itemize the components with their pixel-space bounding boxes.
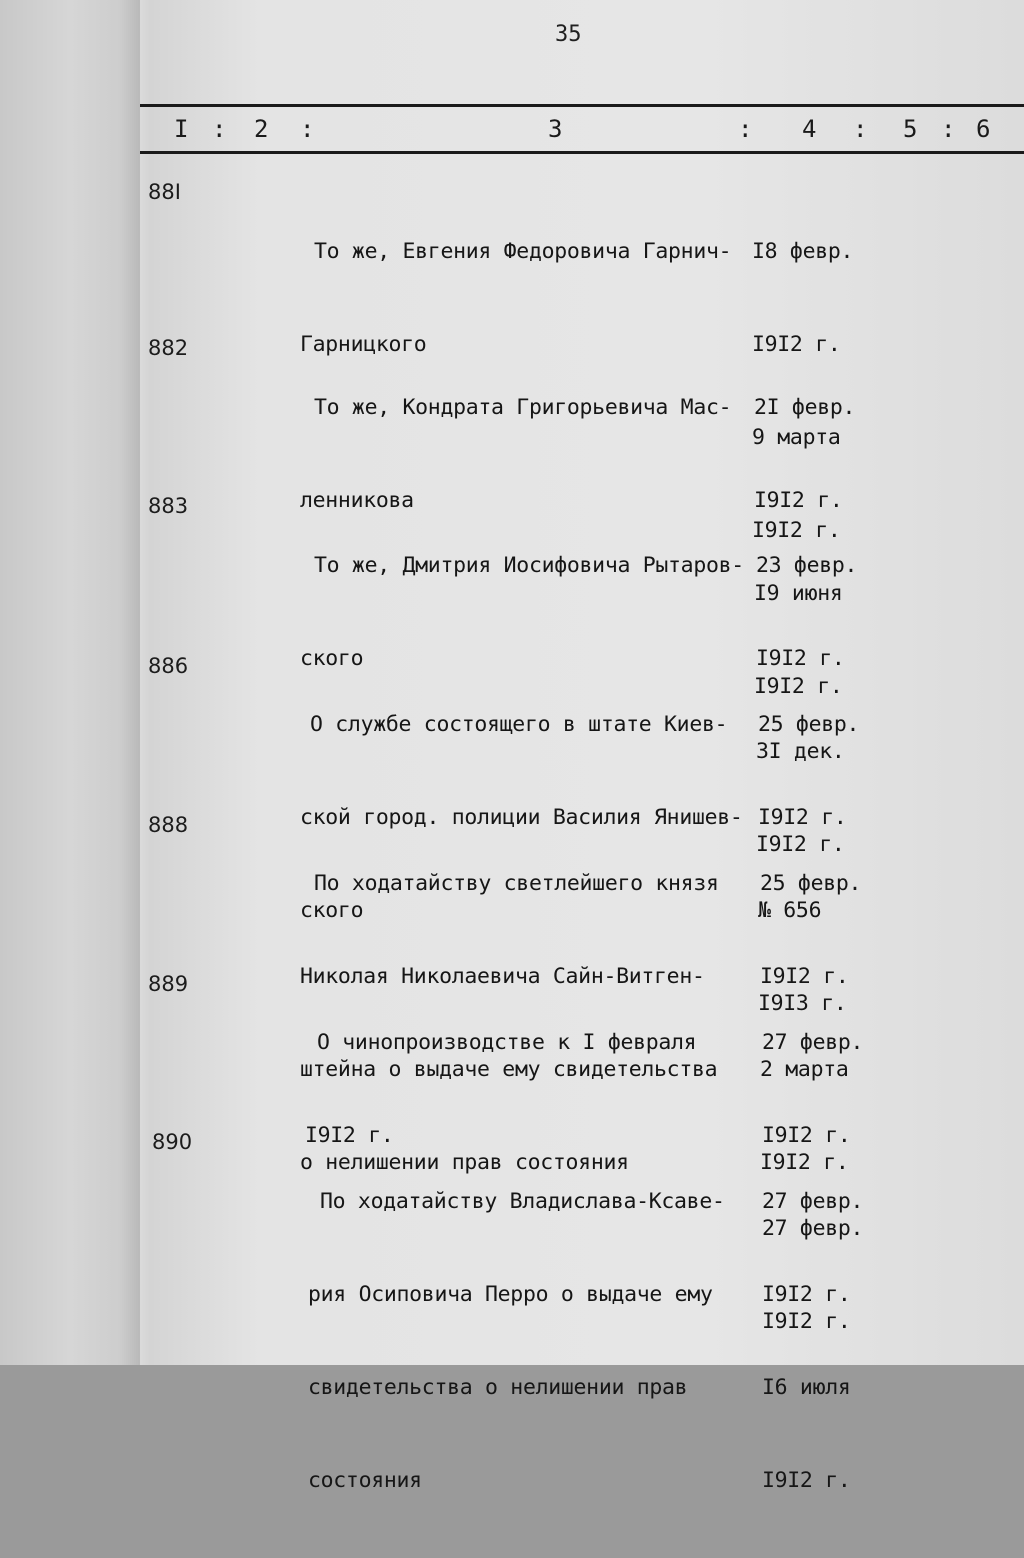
entry-number: 882 — [148, 336, 189, 360]
entry-description: О чинопроизводстве к I февраля I9I2 г. — [305, 1030, 697, 1148]
table-top-rule — [140, 104, 1024, 107]
column-header-6: 6 — [976, 115, 991, 143]
column-separator: : — [738, 115, 753, 143]
entry-dates: 23 февр. I9I2 г. 3I дек. I9I2 г. — [756, 553, 858, 857]
entry-dates: 2I февр. I9I2 г. I9 июня I9I2 г. — [754, 395, 856, 699]
entry-dates: 27 февр. I9I2 г. I6 июля I9I2 г. — [762, 1189, 864, 1493]
entry-number: 886 — [148, 654, 189, 678]
entry-description: По ходатайству Владислава-Ксаве- рия Осиповича Перро о выдаче ему свидетельства о нелишении прав состояния — [308, 1189, 725, 1493]
column-separator: : — [941, 115, 956, 143]
entry-dates: 25 февр. I9I2 г. 2 марта I9I2 г. — [760, 871, 862, 1175]
entry-description: То же, Евгения Федоровича Гарнич- Гарницкого — [300, 239, 732, 357]
entry-number: 889 — [148, 972, 189, 996]
table-header-rule — [140, 151, 1024, 154]
entry-description: То же, Дмитрия Иосифовича Рытаров- ского — [300, 553, 744, 671]
column-separator: : — [212, 115, 227, 143]
column-separator: : — [300, 115, 315, 143]
entry-dates: 25 февр. I9I2 г. № 656 I9I3 г. — [758, 712, 860, 1016]
column-header-3: 3 — [548, 115, 563, 143]
adjacent-page-edge — [0, 0, 140, 1365]
column-header-1: I — [174, 115, 189, 143]
column-header-4: 4 — [802, 115, 817, 143]
column-separator: : — [853, 115, 868, 143]
entry-dates: 27 февр. I9I2 г. 27 февр. I9I2 г. — [762, 1030, 864, 1334]
entry-number: 888 — [148, 813, 189, 837]
column-header-5: 5 — [903, 115, 918, 143]
entry-number: 890 — [152, 1130, 193, 1154]
entry-dates: I8 февр. I9I2 г. 9 марта I9I2 г. — [752, 239, 854, 543]
entry-description: О службе состоящего в штате Киев- ской город. полиции Василия Янишев- ского — [300, 712, 743, 923]
entry-number: 883 — [148, 494, 189, 518]
entry-description: По ходатайству светлейшего князя Николая Николаевича Сайн-Витген- штейна о выдаче ему свидетельства о нелишении прав состояния — [300, 871, 719, 1175]
entry-number: 88I — [148, 180, 181, 204]
page-number: 35 — [555, 22, 582, 47]
column-header-2: 2 — [254, 115, 269, 143]
entry-description: То же, Кондрата Григорьевича Мас- ленникова — [300, 395, 732, 513]
